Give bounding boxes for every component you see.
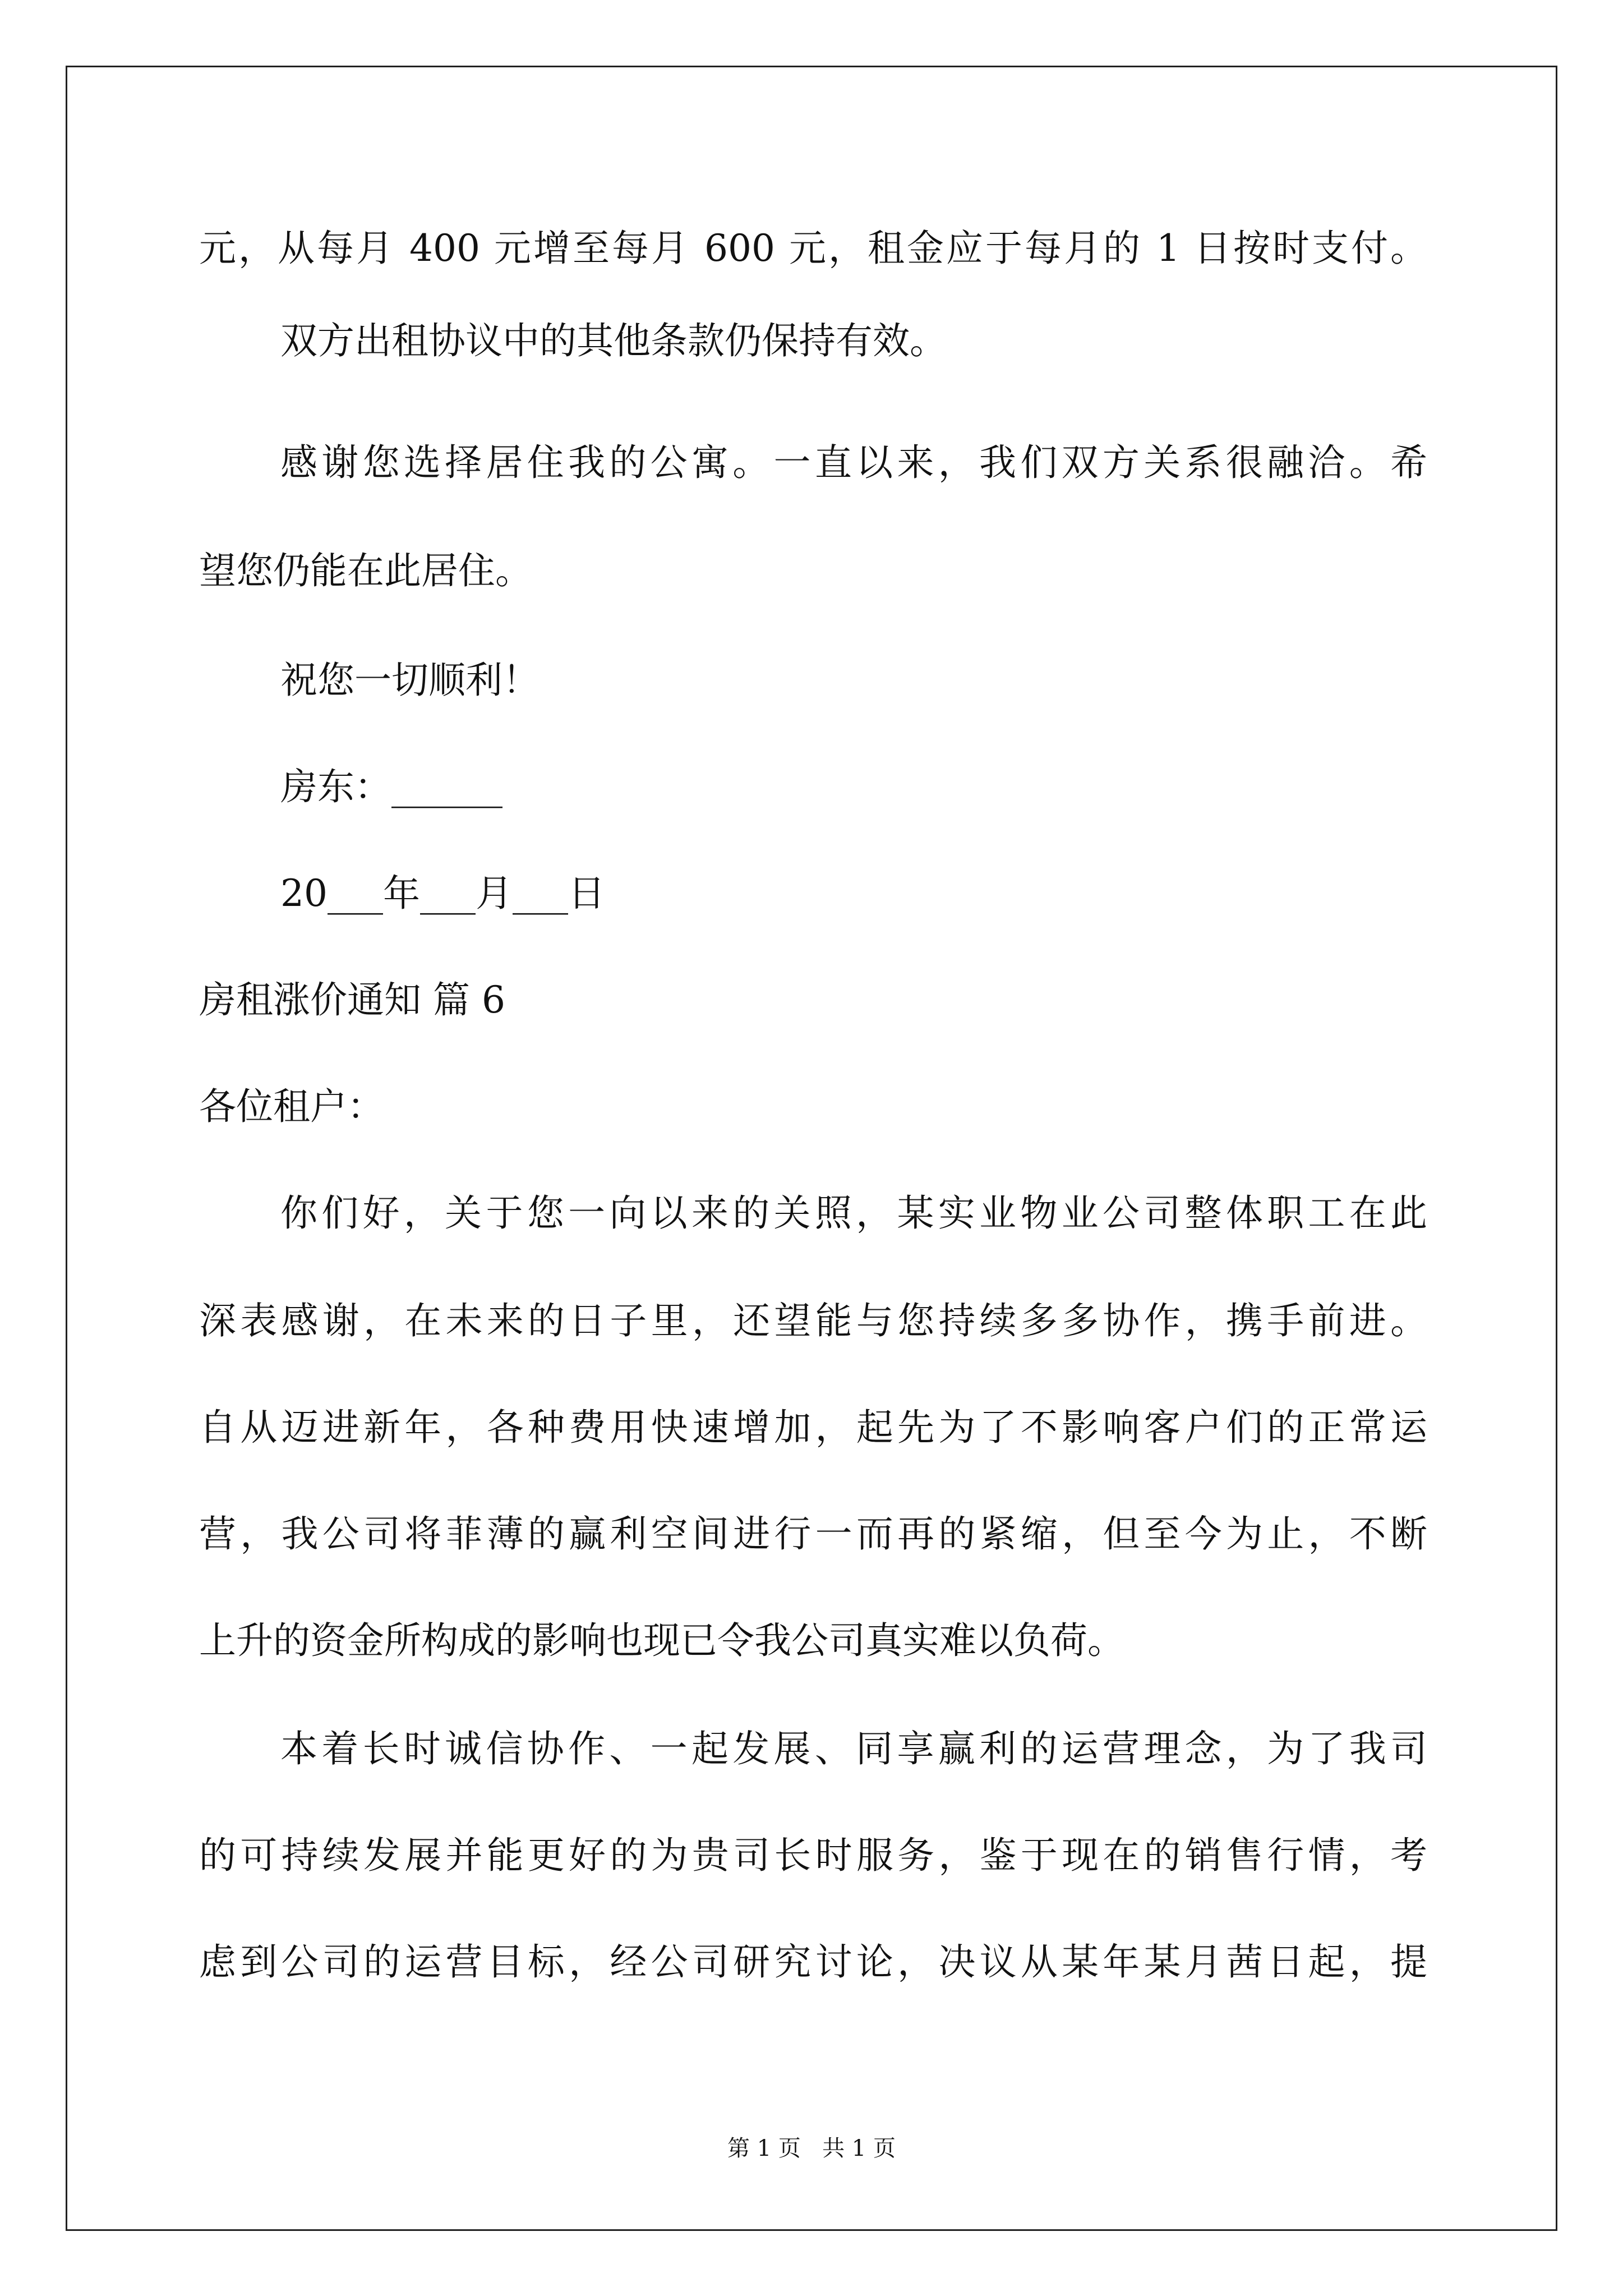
paragraph-line: 双方出租协议中的其他条款仍保持有效。 bbox=[280, 319, 947, 362]
paragraph-line: 虑到公司的运营目标，经公司研究讨论，决议从某年某月茜日起，提 bbox=[199, 1940, 1427, 1984]
paragraph-line: 元，从每月 400 元增至每月 600 元，租金应于每月的 1 日按时支付。 bbox=[199, 227, 1427, 270]
paragraph-line: 本着长时诚信协作、一起发展、同享赢利的运营理念，为了我司 bbox=[280, 1727, 1427, 1770]
page-footer: 第 1 页 共 1 页 bbox=[727, 2136, 896, 2161]
landlord-signature-line: 房东：______ bbox=[280, 765, 502, 808]
section-heading: 房租涨价通知 篇 6 bbox=[199, 978, 505, 1022]
paragraph-line: 上升的资金所构成的影响也现已令我公司真实难以负荷。 bbox=[199, 1619, 1124, 1662]
paragraph-line: 望您仍能在此居住。 bbox=[199, 549, 532, 592]
greeting-line: 祝您一切顺利！ bbox=[280, 659, 540, 702]
paragraph-line: 自从迈进新年，各种费用快速增加，起先为了不影响客户们的正常运 bbox=[199, 1406, 1427, 1449]
paragraph-line: 的可持续发展并能更好的为贵司长时服务，鉴于现在的销售行情，考 bbox=[199, 1834, 1427, 1877]
paragraph-line: 深表感谢，在未来的日子里，还望能与您持续多多协作，携手前进。 bbox=[199, 1299, 1427, 1342]
date-line: 20___年___月___日 bbox=[280, 872, 605, 915]
paragraph-line: 营，我公司将菲薄的赢利空间进行一而再的紧缩，但至今为止，不断 bbox=[199, 1512, 1427, 1556]
salutation-line: 各位租户： bbox=[199, 1085, 384, 1128]
page-border bbox=[66, 66, 1557, 2231]
paragraph-line: 你们好，关于您一向以来的关照，某实业物业公司整体职工在此 bbox=[280, 1191, 1427, 1235]
paragraph-line: 感谢您选择居住我的公寓。一直以来，我们双方关系很融洽。希 bbox=[280, 441, 1427, 484]
